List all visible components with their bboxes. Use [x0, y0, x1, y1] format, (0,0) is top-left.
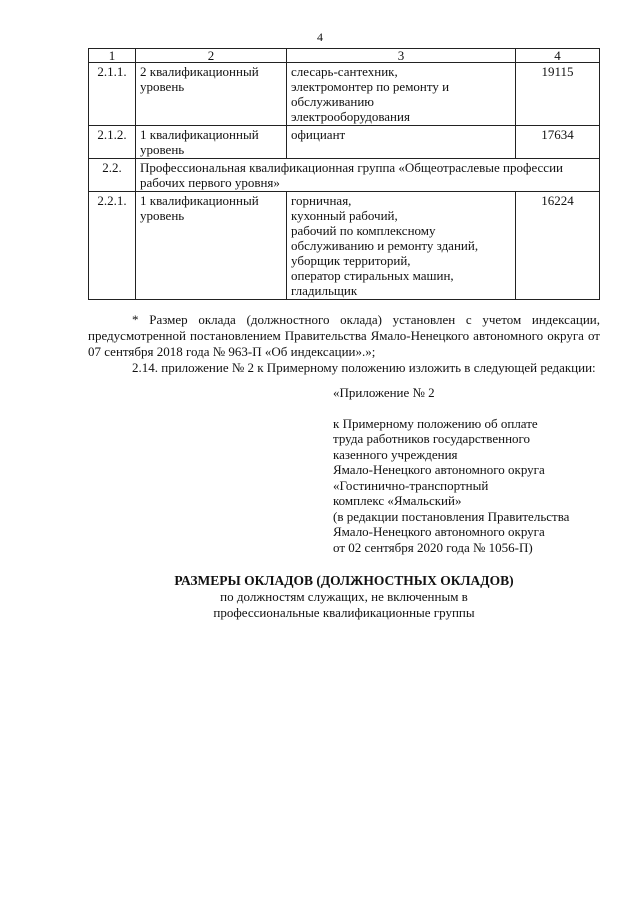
position-item: рабочий по комплексному обслуживанию и ремонту зданий,: [291, 223, 479, 253]
qualification-level: 1 квалификационный уровень: [136, 192, 287, 300]
item-2-14-paragraph: 2.14. приложение № 2 к Примерному положению изложить в следующей редакции:: [132, 360, 596, 375]
position-item: горничная,: [291, 193, 352, 208]
appendix-line: труда работников государственного: [333, 431, 531, 446]
header-cell: 4: [516, 49, 600, 63]
header-cell: 3: [287, 49, 516, 63]
salary-value: 19115: [516, 63, 600, 126]
salary-table: [88, 48, 600, 300]
page-number: 4: [317, 30, 323, 44]
table-row: [89, 192, 600, 300]
position-item: оператор стиральных машин,: [291, 268, 454, 283]
row-number: 2.1.2.: [89, 126, 136, 159]
appendix-line: (в редакции постановления Правительства: [333, 508, 570, 524]
appendix-line: к Примерному положению об оплате: [333, 415, 538, 431]
position-item: слесарь-сантехник,: [291, 64, 398, 79]
header-cell: 1: [89, 49, 136, 63]
appendix-block: [333, 385, 613, 555]
appendix-line: Ямало-Ненецкого автономного округа: [333, 462, 545, 477]
group-title: Профессиональная квалификационная группа «Общеотраслевые профессии рабочих первого уровня»: [136, 159, 600, 192]
positions-cell: [287, 126, 516, 159]
table-group-row: [89, 159, 600, 192]
heading-title: РАЗМЕРЫ ОКЛАДОВ (ДОЛЖНОСТНЫХ ОКЛАДОВ): [174, 573, 514, 588]
appendix-line: Ямало-Ненецкого автономного округа: [333, 524, 545, 539]
appendix-title: «Приложение № 2: [333, 385, 435, 400]
appendix-line: «Гостинично-транспортный: [333, 477, 489, 493]
position-item: уборщик территорий,: [291, 253, 411, 268]
position-item: кухонный рабочий,: [291, 208, 398, 223]
positions-cell: [287, 63, 516, 126]
position-item: гладильщик: [291, 283, 358, 298]
position-item: электрооборудования: [291, 109, 410, 124]
row-number: 2.2.: [89, 159, 136, 192]
position-item: электромонтер по ремонту и обслуживанию: [291, 79, 450, 109]
appendix-line: от 02 сентября 2020 года № 1056-П): [333, 539, 533, 555]
table-row: [89, 126, 600, 159]
positions-cell: [287, 192, 516, 300]
table-header-row: [89, 49, 600, 63]
row-number: 2.2.1.: [89, 192, 136, 300]
qualification-level: 2 квалификационный уровень: [136, 63, 287, 126]
position-item: официант: [291, 127, 346, 142]
row-number: 2.1.1.: [89, 63, 136, 126]
salary-value: 17634: [516, 126, 600, 159]
appendix-line: казенного учреждения: [333, 446, 458, 462]
appendix-line: комплекс «Ямальский»: [333, 493, 462, 508]
qualification-level: 1 квалификационный уровень: [136, 126, 287, 159]
salary-value: 16224: [516, 192, 600, 300]
header-cell: 2: [136, 49, 287, 63]
table-row: [89, 63, 600, 126]
section-heading: [88, 573, 600, 620]
footnote-paragraph: * Размер оклада (должностного оклада) установлен с учетом индексации, предусмотренной постановлением Правительства Ямало-Ненецкого автономного округа от 07 сентября 2018 года № 963-П «Об индексации».»;: [88, 312, 600, 359]
heading-subtitle: по должностям служащих, не включенным в профессиональные квалификационные группы: [213, 589, 475, 620]
